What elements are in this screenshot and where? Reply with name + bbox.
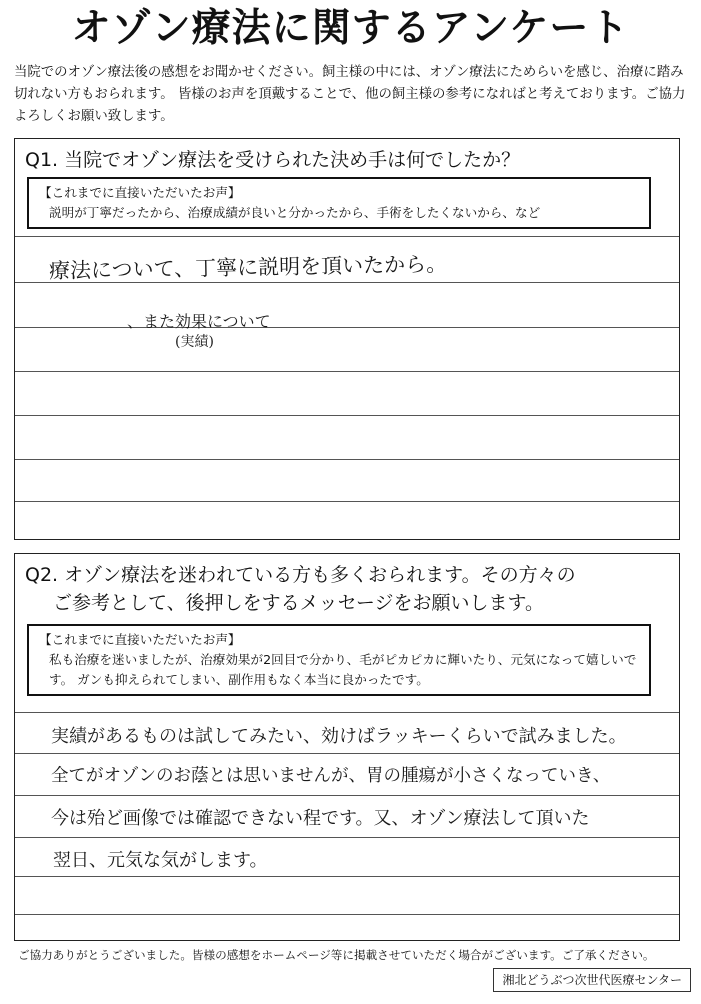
answer-rule	[15, 914, 679, 915]
handwritten-answer-insert: 、また効果について	[127, 312, 271, 331]
answer-rule	[15, 795, 679, 796]
answer-rule	[15, 459, 679, 460]
handwritten-answer-line: 今は殆ど画像では確認できない程です。又、オゾン療法して頂いた	[51, 808, 590, 829]
question-1-title: Q1. 当院でオゾン療法を受けられた決め手は何でしたか？	[25, 149, 521, 171]
answer-rule	[15, 712, 679, 713]
handwritten-answer-line: 療法について、丁寧に説明を頂いたから。	[48, 252, 448, 283]
question-2-title-line: ご参考として、後押しをするメッセージをお願いします。	[53, 592, 544, 614]
voice-box-heading: 【これまでに直接いただいたお声】	[39, 632, 241, 647]
answer-rule	[15, 327, 679, 328]
handwritten-answer-line: 全てがオゾンのお蔭とは思いませんが、胃の腫瘍が小さくなっていき、	[51, 766, 611, 786]
voice-box-text: 私も治療を迷いましたが、治療効果が2回目で分かり、毛がピカピカに輝いたり、元気になって嬉しいです。 ガンも抑えられてしまい、副作用もなく本当に良かったです。	[49, 652, 637, 687]
organization-name: 湘北どうぶつ次世代医療センター	[493, 968, 691, 992]
answer-rule	[15, 236, 679, 237]
voice-box-text: 説明が丁寧だったから、治療成績が良いと分かったから、手術をしたくないから、など	[49, 205, 541, 220]
answer-rule	[15, 415, 679, 416]
handwritten-answer-line: 翌日、元気な気がします。	[53, 850, 268, 871]
answer-rule	[15, 753, 679, 754]
question-1-section	[14, 138, 680, 540]
answer-rule	[15, 837, 679, 838]
answer-rule	[15, 501, 679, 502]
handwritten-answer-line: 実績があるものは試してみたい、効けばラッキーくらいで試みました。	[51, 726, 627, 747]
document-title: オゾン療法に関するアンケート	[71, 6, 630, 51]
question-2-title-line: Q2. オゾン療法を迷われている方も多くおられます。その方々の	[25, 564, 576, 586]
question-2-voice-box	[27, 624, 651, 696]
footer-thanks: ご協力ありがとうございました。皆様の感想をホームページ等に掲載させていただく場合がございます。ご了承ください。	[18, 948, 655, 962]
question-2-section	[14, 553, 680, 941]
voice-box-heading: 【これまでに直接いただいたお声】	[39, 185, 241, 200]
handwritten-answer-insert-note: (実績)	[175, 334, 214, 350]
answer-rule	[15, 371, 679, 372]
answer-rule	[15, 876, 679, 877]
intro-text: 当院でのオゾン療法後の感想をお聞かせください。飼主様の中には、オゾン療法にためらいを感じ、治療に踏み切れない方もおられます。 皆様のお声を頂戴することで、他の飼主様の参考になればと考えております。ご協力よろしくお願い致します。	[14, 65, 686, 124]
question-1-voice-box	[27, 177, 651, 229]
